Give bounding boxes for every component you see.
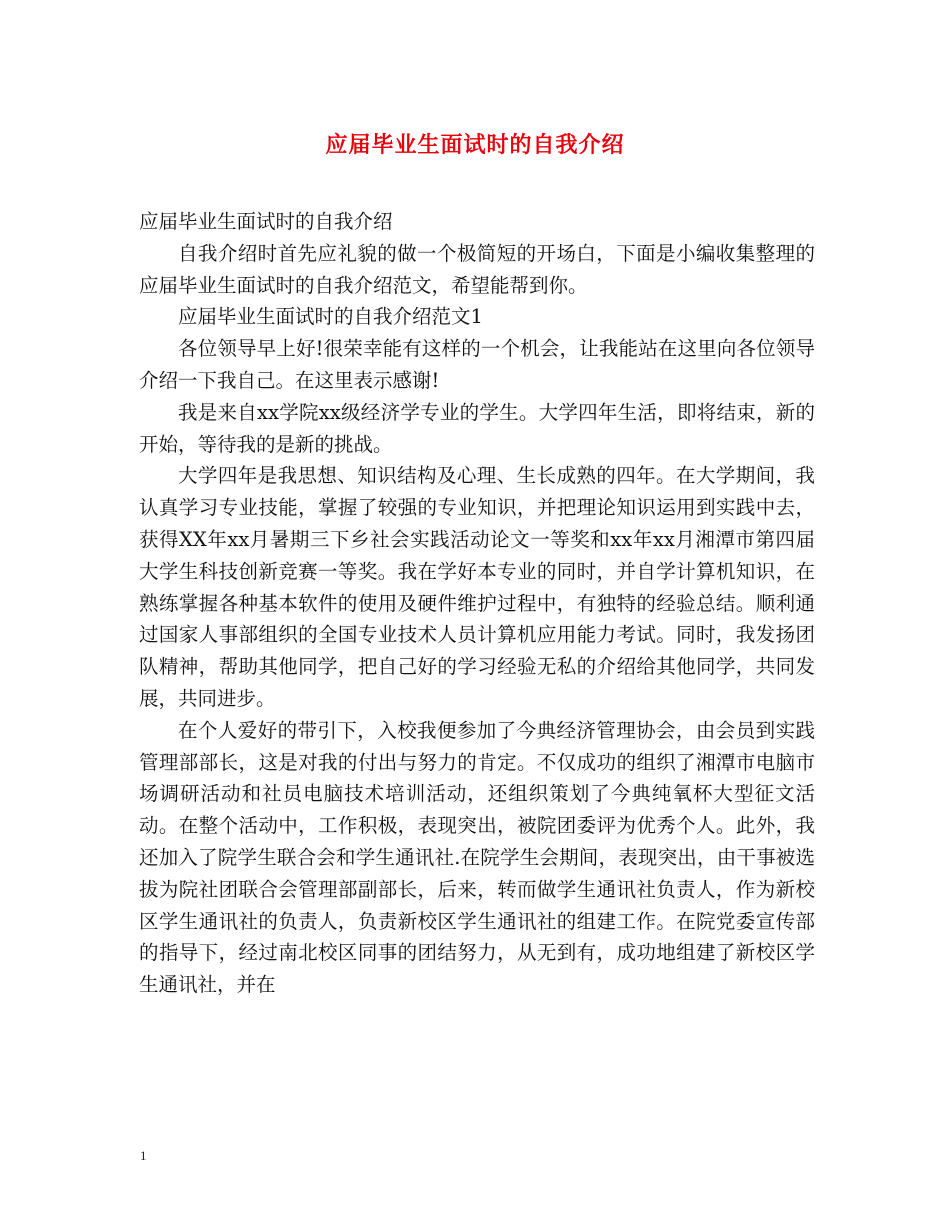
paragraph-activities: 在个人爱好的带引下，入校我便参加了今典经济管理协会，由会员到实践管理部部长，这是对我的付出与努力的肯定。不仅成功的组织了湘潭市电脑市场调研活动和社员电脑技术培训活动，还组织策划了今典纯氧杯大型征文活动。在整个活动中，工作积极，表现突出，被院团委评为优秀个人。此外，我还加入了院学生联合会和学生通讯社.在院学生会期间，表现突出，由干事被选拔为院社团联合会管理部副部长，后来，转而做学生通讯社负责人，作为新校区学生通讯社的负责人，负责新校区学生通讯社的组建工作。在院党委宣传部的指导下，经过南北校区同事的团结努力，从无到有，成功地组建了新校区学生通讯社，并在 — [139, 718, 815, 997]
page-number: 1 — [140, 1148, 147, 1163]
paragraph-greeting: 各位领导早上好!很荣幸能有这样的一个机会，让我能站在这里向各位领导介绍一下我自己。在这里表示感谢! — [139, 337, 815, 392]
paragraph-intro: 自我介绍时首先应礼貌的做一个极简短的开场白，下面是小编收集整理的应届毕业生面试时的自我介绍范文，希望能帮到你。 — [139, 241, 815, 297]
paragraph-university: 大学四年是我思想、知识结构及心理、生长成熟的四年。在大学期间，我认真学习专业技能，掌握了较强的专业知识，并把理论知识运用到实践中去，获得XX年xx月暑期三下乡社会实践活动论文一等奖和xx年xx月湘潭市第四届大学生科技创新竞赛一等奖。我在学好本专业的同时，并自学计算机知识，在熟练掌握各种基本软件的使用及硬件维护过程中，有独特的经验总结。顺利通过国家人事部组织的全国专业技术人员计算机应用能力考试。同时，我发扬团队精神，帮助其他同学，把自己好的学习经验无私的介绍给其他同学，共同发展，共同进步。 — [139, 464, 815, 710]
sample-heading: 应届毕业生面试时的自我介绍范文1 — [178, 305, 483, 329]
document-title: 应届毕业生面试时的自我介绍 — [325, 132, 625, 158]
document-body — [139, 206, 815, 1001]
paragraph-background: 我是来自xx学院xx级经济学专业的学生。大学四年生活，即将结束，新的开始，等待我的是新的挑战。 — [139, 400, 815, 456]
body-heading: 应届毕业生面试时的自我介绍 — [139, 210, 393, 233]
